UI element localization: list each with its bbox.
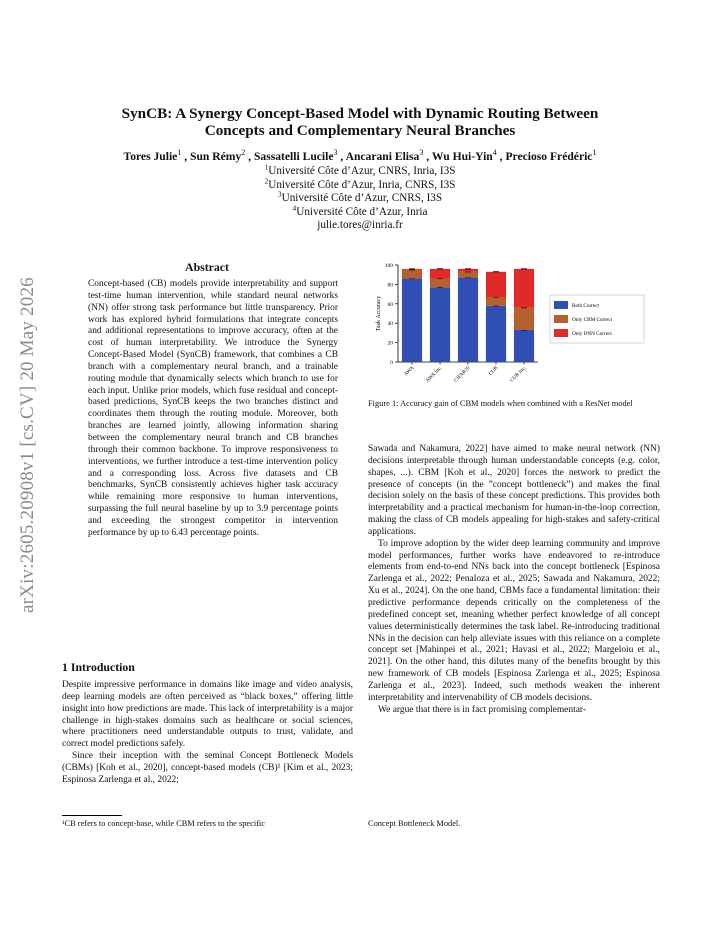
affiliation-text: Université Côte d’Azur, CNRS, Inria, I3S — [268, 165, 456, 177]
bar-segment — [514, 308, 534, 330]
legend-swatch — [554, 301, 568, 309]
bar-segment — [402, 270, 422, 279]
figure-1-chart — [370, 255, 660, 385]
legend-swatch — [554, 315, 568, 323]
y-tick-label: 100 — [384, 263, 393, 269]
figure-caption: Figure 1: Accuracy gain of CBM models when combined with a ResNet model — [368, 399, 633, 408]
legend-label: Only DNN Correct — [572, 331, 612, 337]
intro-paragraph-1: Despite impressive performance in domains like image and video analysis, deep learning models are often perceived as “black boxes,” offering little insight into how predictions are made. This lack of interpretability is a major challenge in high-stakes domains such as healthcare or social sciences, where practitioners need understandable outputs to trust, validate, and correct model predictions safely. — [62, 680, 353, 750]
right-column-text — [368, 444, 660, 716]
author-affiliation-mark: 3 — [419, 148, 424, 158]
author-name: Wu Hui-Yin — [431, 150, 493, 163]
affiliation-mark: 4 — [292, 202, 297, 212]
affiliation-list — [100, 162, 620, 233]
abstract-paragraph: Concept-based (CB) models provide interpretability and support test-time human intervention, while standard neural networks (NN) offer strong task performance but little transparency. Prior work has explored hybrid formulations that integrate concepts and additional representations to improve accuracy, often at the cost of human interpretability. We introduce the Synergy Concept-Based Model (SynCB) framework, that combines a CB branch with a complementary neural branch, and a trainable routing module that dynamically selects which branch to use for each input. Unlike prior models, which fuse residual and concept-based predictions, SynCB keeps the two branches distinct and coordinates them through the routing module. Moreover, both branches are learned jointly, allowing information sharing between the complementary neural branch and CB branches through their common backbone. To improve responsiveness to interventions, we further introduce a test-time intervention policy and a corresponding loss. Across five datasets and CB benchmarks, SynCB consistently achieves higher task accuracy while remaining more responsive to human interventions, surpassing the full neural baseline by up to 3.9 percentage points and exceeding the strongest competitor in intervention performance by up to 6.43 percentage points. — [88, 279, 338, 538]
paper-title — [60, 105, 660, 139]
bar-segment — [430, 269, 450, 279]
affiliation-mark: 2 — [264, 175, 269, 185]
affiliation-text: Université Côte d’Azur, Inria — [296, 205, 428, 218]
bar-segment — [514, 330, 534, 362]
x-tick-label: AWA — [403, 365, 416, 378]
y-tick-label: 20 — [387, 340, 393, 347]
abstract-heading: Abstract — [185, 260, 229, 274]
author-affiliation-mark: 1 — [592, 148, 597, 158]
x-tick-label: CIFAR10 — [452, 365, 472, 384]
abstract-text — [88, 279, 338, 540]
legend-label: Both Correct — [572, 303, 599, 309]
footnote-left: ¹CB refers to concept-base, while CBM refers to the specific — [62, 819, 265, 828]
bar-segment — [430, 279, 450, 288]
contact-email[interactable]: julie.tores@inria.fr — [317, 219, 403, 231]
right-paragraph-2: To improve adoption by the wider deep learning community and improve model performances, further works have endeavored to re-introduce elements from end-to-end NNs back into the concept bottleneck [Espinosa Zarlenga et al., 2022; Penaloza et al., 2025; Sawada and Nakamura, 2022; Xu et al., 2024]. On the one hand, CBMs face a fundamental limitation: their predictive performance depends critically on the completeness of the predefined concept set, meaning whether perfect knowledge of all concept values deterministically determines the task label. Re-introducing traditional NNs in the decision can help alleviate issues with this reliance on a complete concept set [Mahinpei et al., 2021; Havasi et al., 2022; Margeloiu et al., 2021]. On the other hand, this dilutes many of the benefits brought by this new framework of CB models [Espinosa Zarlenga et al., 2025; Espinosa Zarlenga et al., 2023]. Indeed, such methods weaken the inherent interpretability and intervenability of CB models decisions. — [368, 538, 660, 703]
y-tick-label: 0 — [390, 360, 393, 366]
author-list: Tores Julie$^1$ , Sun Rémy$^2$ , Sassatelli Lucile$^3$ , Ancarani Elisa$^3$ , Wu Hui-Yin$^4$ , Precioso Frédéric$^1$ — [123, 148, 597, 163]
x-tick-label: CUB Inc. — [509, 365, 528, 384]
affiliation-mark: 1 — [264, 162, 269, 172]
arxiv-identifier: arXiv:2605.20908v1 [cs.CV] 20 May 2026 — [17, 277, 38, 613]
bar-segment — [458, 272, 478, 278]
y-tick-label: 80 — [387, 282, 393, 289]
affiliation-mark: 3 — [277, 189, 282, 199]
affiliation-text: Université Côte d’Azur, Inria, CNRS, I3S — [268, 178, 456, 191]
title-line-2: Concepts and Complementary Neural Branches — [204, 122, 516, 139]
x-tick-label: CUB — [487, 365, 500, 377]
bar-segment — [430, 287, 450, 362]
author-name: Precioso Frédéric — [505, 150, 593, 163]
author-name: Tores Julie — [123, 150, 178, 163]
author-affiliation-mark: 4 — [492, 148, 497, 158]
bar-segment — [458, 278, 478, 362]
affiliation-line — [100, 189, 620, 206]
bar-segment — [486, 272, 506, 297]
author-affiliation-mark: 2 — [241, 148, 246, 158]
bar-segment — [486, 306, 506, 362]
affiliation-line — [100, 202, 620, 220]
y-tick-label: 60 — [387, 301, 393, 308]
legend-swatch — [554, 329, 568, 337]
y-tick-label: 40 — [387, 321, 393, 328]
right-paragraph-1: Sawada and Nakamura, 2022] have aimed to make neural network (NN) decisions interpretable through human understandable concepts (e.g. color, shapes, ...). CBM [Koh et al., 2020] forces the network to predict the presence of concepts (in the ”concept bottleneck”) and makes the final decision solely on the basis of these concept predictions. This provides both interpretability and a practical mechanism for human-in-the-loop correction, making the class of CB models appealing for high-stakes and safety-critical applications. — [368, 444, 660, 537]
intro-heading: 1 Introduction — [62, 660, 135, 674]
footnote-right: Concept Bottleneck Model. — [368, 819, 461, 828]
intro-text — [62, 680, 353, 787]
footnote-rule — [62, 815, 122, 816]
title-line-1: SynCB: A Synergy Concept-Based Model with Dynamic Routing Between — [121, 105, 599, 122]
affiliation-text: Université Côte d’Azur, CNRS, I3S — [281, 192, 443, 204]
y-axis-label: Task Accuracy — [376, 295, 382, 332]
legend-label: Only CBM Correct — [572, 317, 613, 323]
author-name: Sassatelli Lucile — [253, 150, 334, 163]
affiliation-line — [100, 175, 620, 193]
bar-segment — [402, 279, 422, 362]
right-paragraph-3: We argue that there is in fact promising complementar- — [378, 704, 587, 715]
author-name: Sun Rémy — [190, 150, 242, 163]
author-affiliation-mark: 1 — [177, 148, 182, 158]
intro-paragraph-2: Since their inception with the seminal Concept Bottleneck Models (CBMs) [Koh et al., 2020], concept-based models (CB)¹ [Kim et al., 2023; Espinosa Zarlenga et al., 2022; — [62, 751, 353, 785]
author-name: Ancarani Elisa — [345, 150, 420, 163]
author-affiliation-mark: 3 — [333, 148, 338, 158]
bar-segment — [486, 297, 506, 306]
affiliation-line — [100, 162, 620, 179]
x-tick-label: AWA Inc. — [424, 365, 444, 384]
bar-segment — [514, 269, 534, 308]
